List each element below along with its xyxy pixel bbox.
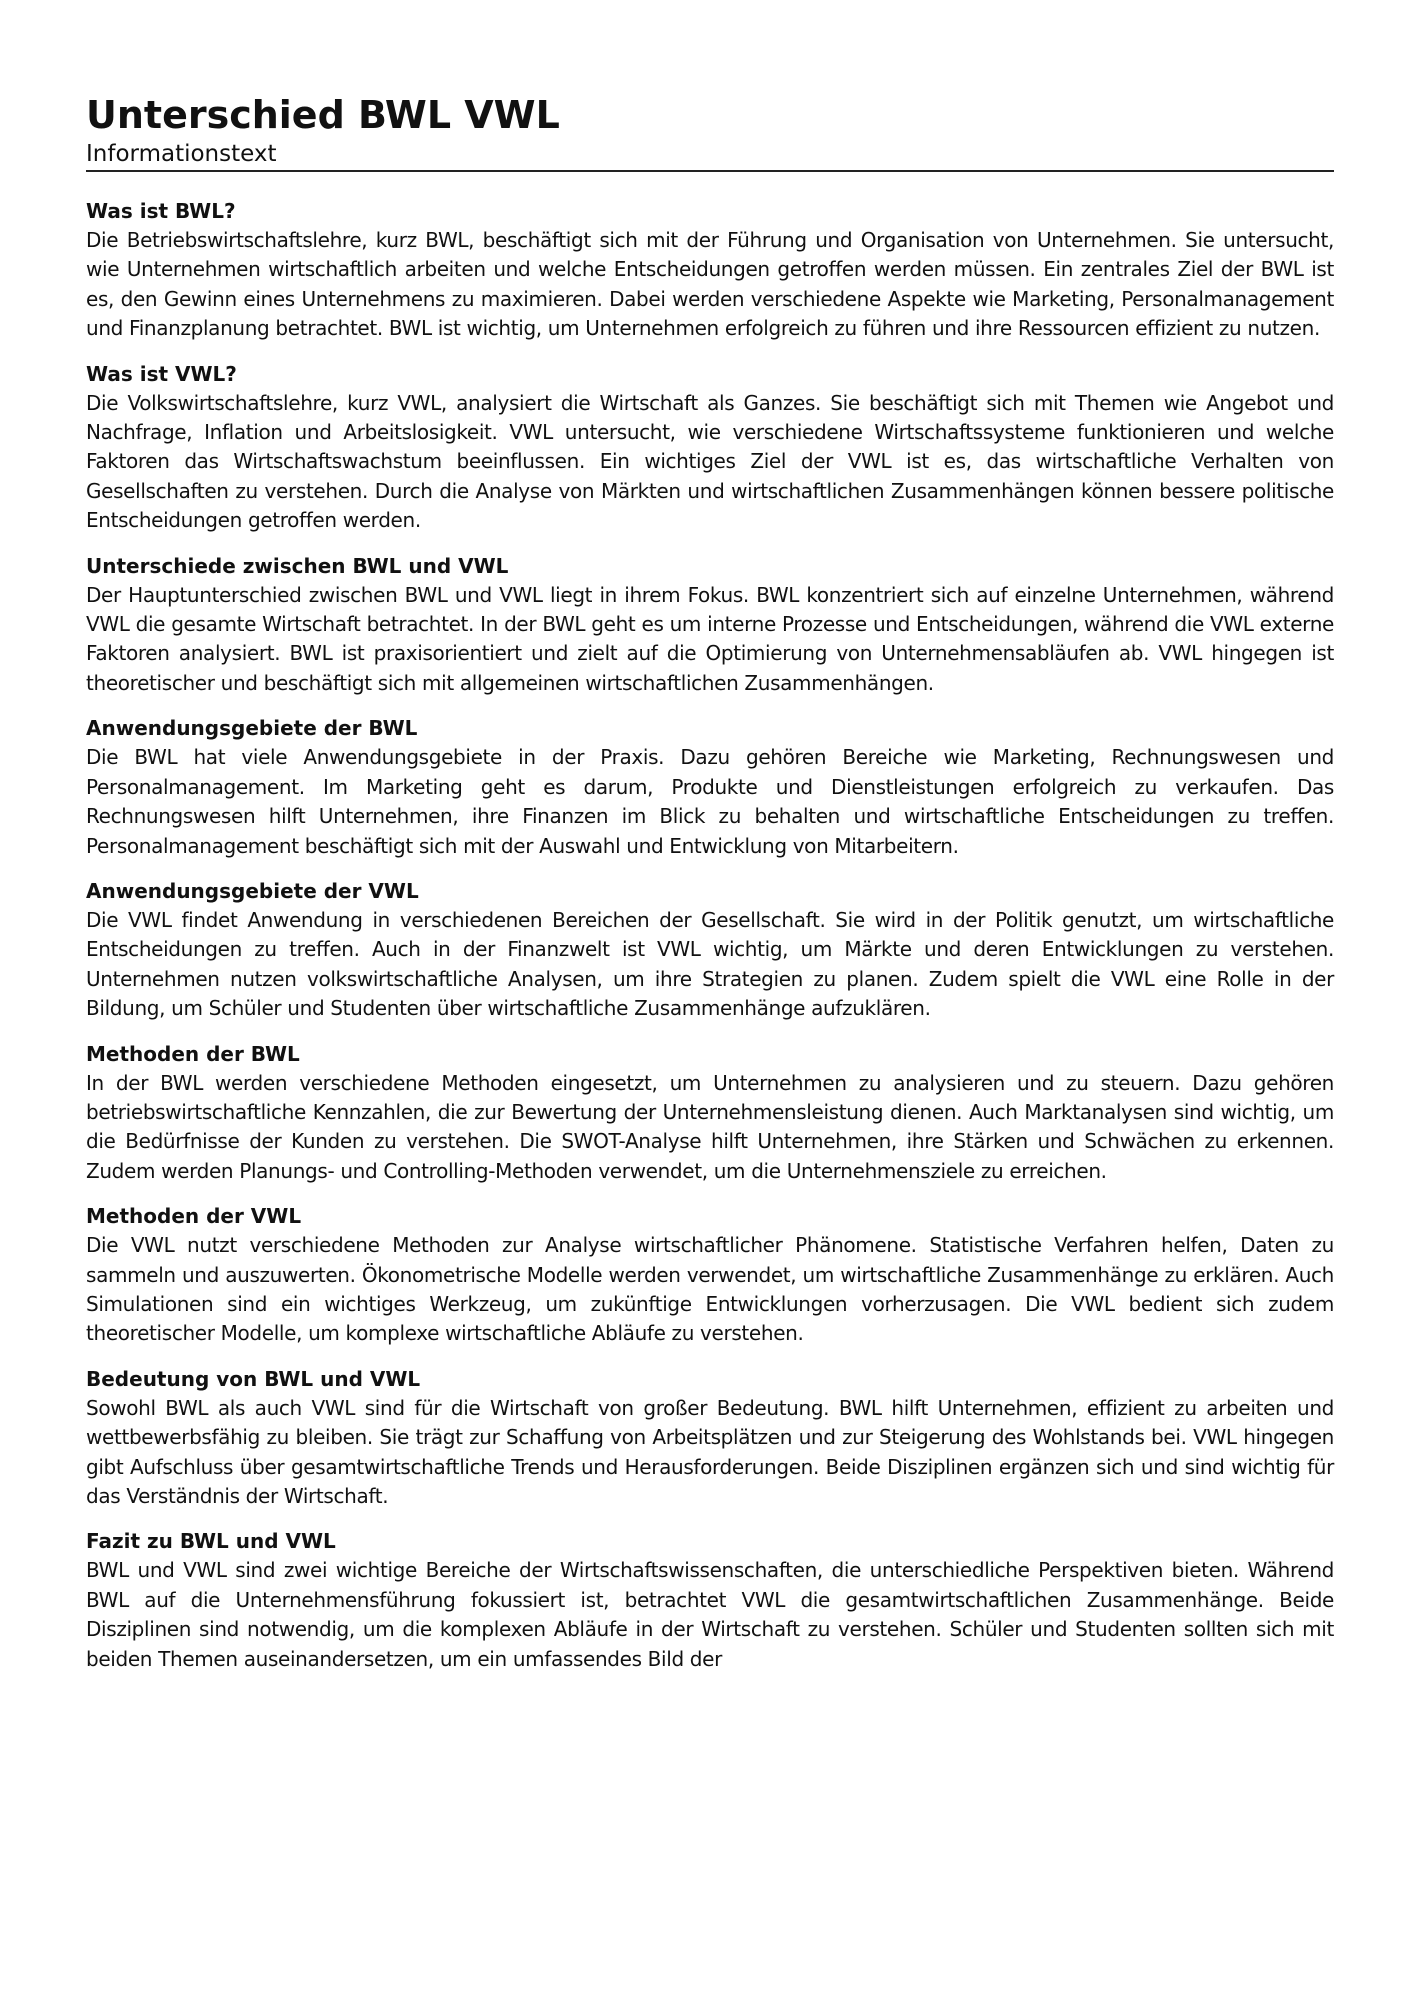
section-bedeutung	[86, 1365, 1334, 1512]
section-heading: Bedeutung von BWL und VWL	[86, 1366, 421, 1391]
section-text: Die VWL findet Anwendung in verschiedenen Bereichen der Gesellschaft. Sie wird in der Politik genutzt, um wirtschaftliche Entscheidungen zu treffen. Auch in der Finanzwelt ist VWL wichtig, um Märkte und deren Entwicklungen zu verstehen. Unternehmen nutzen volkswirtschaftliche Analysen, um ihre Strategien zu planen. Zudem spielt die VWL eine Rolle in der Bildung, um Schüler und Studenten über wirtschaftliche Zusammenhänge aufzuklären.	[86, 907, 1334, 1021]
section-text: Sowohl BWL als auch VWL sind für die Wirtschaft von großer Bedeutung. BWL hilft Unternehmen, effizient zu arbeiten und wettbewerbsfähig zu bleiben. Sie trägt zur Schaffung von Arbeitsplätzen und zur Steigerung des Wohlstands bei. VWL hingegen gibt Aufschluss über gesamtwirtschaftliche Trends und Herausforderungen. Beide Disziplinen ergänzen sich und sind wichtig für das Verständnis der Wirtschaft.	[86, 1395, 1334, 1508]
section-text: In der BWL werden verschiedene Methoden eingesetzt, um Unternehmen zu analysieren und zu steuern. Dazu gehören betriebswirtschaftliche Kennzahlen, die zur Bewertung der Unternehmensleistung dienen. Auch Marktanalysen sind wichtig, um die Bedürfnisse der Kunden zu verstehen. Die SWOT-Analyse hilft Unternehmen, ihre Stärken und Schwächen zu erkennen. Zudem werden Planungs- und Controlling-Methoden verwendet, um die Unternehmensziele zu erreichen.	[86, 1070, 1334, 1183]
section-anwendung-vwl	[86, 877, 1334, 1024]
section-fazit	[86, 1527, 1334, 1674]
document-title: Unterschied BWL VWL	[86, 93, 560, 137]
section-anwendung-bwl	[86, 714, 1334, 861]
section-heading: Methoden der VWL	[86, 1204, 302, 1229]
section-methoden-bwl	[86, 1040, 1334, 1187]
section-text: Die Betriebswirtschaftslehre, kurz BWL, beschäftigt sich mit der Führung und Organisation von Unternehmen. Sie untersucht, wie Unternehmen wirtschaftlich arbeiten und welche Entscheidungen getroffen werden müssen. Ein zentrales Ziel der BWL ist es, den Gewinn eines Unternehmens zu maximieren. Dabei werden verschiedene Aspekte wie Marketing, Personalmanagement und Finanzplanung betrachtet. BWL ist wichtig, um Unternehmen erfolgreich zu führen und ihre Ressourcen effizient zu nutzen.	[86, 228, 1334, 341]
section-unterschiede	[86, 552, 1334, 699]
document-page	[86, 92, 1334, 1690]
section-heading: Was ist BWL?	[86, 199, 236, 223]
section-methoden-vwl	[86, 1202, 1334, 1349]
document-subtitle: Informationstext	[86, 140, 1334, 172]
section-heading: Anwendungsgebiete der VWL	[86, 878, 419, 903]
section-text: BWL und VWL sind zwei wichtige Bereiche der Wirtschaftswissenschaften, die unterschiedliche Perspektiven bieten. Während BWL auf die Unternehmensführung fokussiert ist, betrachtet VWL die gesamtwirtschaftlichen Zusammenhänge. Beide Disziplinen sind notwendig, um die komplexen Abläufe in der Wirtschaft zu verstehen. Schüler und Studenten sollten sich mit beiden Themen auseinandersetzen, um ein umfassendes Bild der	[86, 1558, 1334, 1671]
section-heading: Fazit zu BWL und VWL	[86, 1529, 336, 1554]
section-heading: Was ist VWL?	[86, 361, 237, 386]
sections-container	[86, 197, 1334, 1674]
section-was-ist-bwl	[86, 197, 1334, 344]
section-text: Der Hauptunterschied zwischen BWL und VWL liegt in ihrem Fokus. BWL konzentriert sich auf einzelne Unternehmen, während VWL die gesamte Wirtschaft betrachtet. In der BWL geht es um interne Prozesse und Entscheidungen, während die VWL externe Faktoren analysiert. BWL ist praxisorientiert und zielt auf die Optimierung von Unternehmensabläufen ab. VWL hingegen ist theoretischer und beschäftigt sich mit allgemeinen wirtschaftlichen Zusammenhängen.	[86, 582, 1334, 695]
section-heading: Unterschiede zwischen BWL und VWL	[86, 553, 509, 578]
section-text: Die BWL hat viele Anwendungsgebiete in der Praxis. Dazu gehören Bereiche wie Marketing, Rechnungswesen und Personalmanagement. Im Marketing geht es darum, Produkte und Dienstleistungen erfolgreich zu verkaufen. Das Rechnungswesen hilft Unternehmen, ihre Finanzen im Blick zu behalten und wirtschaftliche Entscheidungen zu treffen. Personalmanagement beschäftigt sich mit der Auswahl und Entwicklung von Mitarbeitern.	[86, 745, 1334, 858]
section-heading: Methoden der BWL	[86, 1041, 300, 1066]
section-was-ist-vwl	[86, 360, 1334, 536]
section-heading: Anwendungsgebiete der BWL	[86, 716, 418, 741]
section-text: Die VWL nutzt verschiedene Methoden zur Analyse wirtschaftlicher Phänomene. Statistische Verfahren helfen, Daten zu sammeln und auszuwerten. Ökonometrische Modelle werden verwendet, um wirtschaftliche Zusammenhänge zu erklären. Auch Simulationen sind ein wichtiges Werkzeug, um zukünftige Entwicklungen vorherzusagen. Die VWL bedient sich zudem theoretischer Modelle, um komplexe wirtschaftliche Abläufe zu verstehen.	[86, 1233, 1334, 1346]
section-text: Die Volkswirtschaftslehre, kurz VWL, analysiert die Wirtschaft als Ganzes. Sie beschäftigt sich mit Themen wie Angebot und Nachfrage, Inflation und Arbeitslosigkeit. VWL untersucht, wie verschiedene Wirtschaftssysteme funktionieren und welche Faktoren das Wirtschaftswachstum beeinflussen. Ein wichtiges Ziel der VWL ist es, das wirtschaftliche Verhalten von Gesellschaften zu verstehen. Durch die Analyse von Märkten und wirtschaftlichen Zusammenhängen können bessere politische Entscheidungen getroffen werden.	[86, 390, 1334, 533]
